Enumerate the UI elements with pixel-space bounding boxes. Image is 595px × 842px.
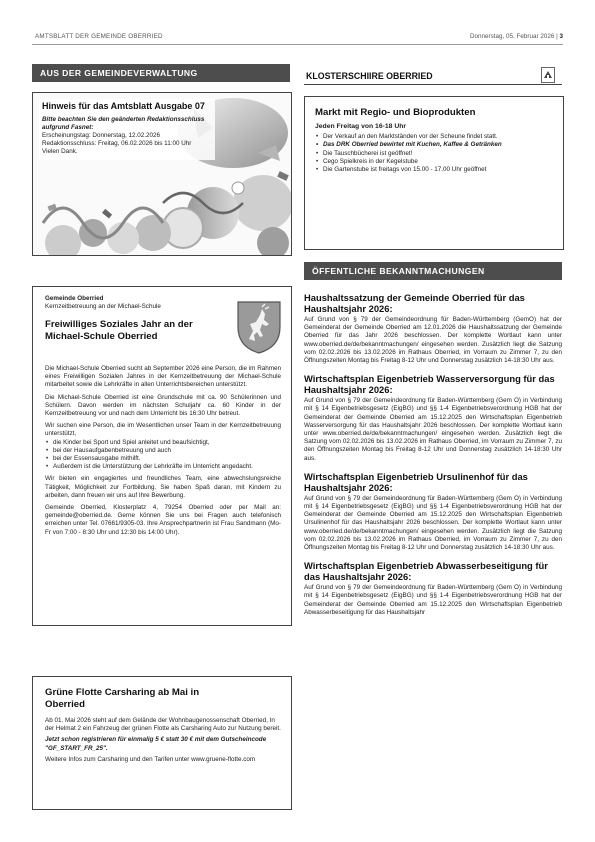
fsj-task-list <box>45 439 281 472</box>
article-title: Wirtschaftsplan Eigenbetrieb Wasserversorgung für das Haushaltsjahr 2026: <box>304 373 555 396</box>
fsj-box <box>32 286 292 626</box>
article-body: Auf Grund von § 79 der Gemeindeordnung für Baden-Württemberg (Gem O) in Verbindung mit § 14 Eigenbetriebsgesetz (EigBG) und §§ 1-4 Eigenbetriebsverordnung HGB hat der Gemeinderat der Gemeinde Oberried am 15.12.2025 den Wirtschaftsplan Eigenbetrieb Abwasserbeseitigung für das Haushaltsjahr <box>304 584 562 616</box>
market-item: • Die Gartenstube ist freitags von 15.00 - 17.00 Uhr geöffnet <box>315 166 555 174</box>
article-body: Auf Grund von § 79 der Gemeindeordnung für Baden-Württemberg (GemO) hat der Gemeinderat der Gemeinde Oberried am 12.01.2026 die Haushaltssatzung der Gemeinde Oberried für das Jahr 2026 beschlossen. Der komplette Wortlaut kann unter www.oberried.de/de/bekanntmachungen/ eingesehen werden. Zusätzlich liegt die Satzung vom 02.02.2026 bis 13.02.2026 im Rathaus Oberried, im Vorraum zu Zimmer 7, zu den Öffnungszeiten Montag bis Freitag 8-12 Uhr und Donnerstag zusätzlich 14-18:30 Uhr aus. <box>304 316 562 365</box>
fsj-task-item: • bei der Hausaufgabenbetreuung und auch <box>45 447 281 455</box>
article-title: Wirtschaftsplan Eigenbetrieb Ursulinenhof für das Haushaltsjahr 2026: <box>304 470 528 493</box>
heading-rule <box>304 84 562 85</box>
market-item: • Das DRK Oberried bewirtet mit Kuchen, Kaffee & Getränken <box>315 141 555 149</box>
klosterschiire-heading: KLOSTERSCHIIRE OBERRIED <box>306 71 433 81</box>
fsj-paragraph-4: Wir bieten ein engagiertes und freundliches Team, eine abwechslungsreiche Tätigkeit, Möglichkeit zur Fortbildung. Sie haben Spaß daran, mit Kindern zu arbeiten, dann freuen wir uns auf Ihre Bewerbung. <box>45 475 281 499</box>
market-item: • Cego Spielkreis in der Kegelstube <box>315 158 555 166</box>
fsj-paragraph-3: Wir suchen eine Person, die im Wesentlichen unser Team in der Kernzeitbetreuung unterstützt, <box>45 422 281 438</box>
fsj-org: Gemeinde Oberried <box>45 295 104 302</box>
carsharing-title: Grüne Flotte Carsharing ab Mai in Oberried <box>45 687 200 710</box>
notice-line-3: Vielen Dank. <box>42 148 78 156</box>
fsj-task-item: • bei der Essensausgabe mithilft. <box>45 455 281 463</box>
market-title: Markt mit Regio- und Bioprodukten <box>315 107 476 118</box>
notice-intro: Bitte beachten Sie den geänderten Redaktionsschluss aufgrund Fasnet: <box>42 115 205 131</box>
carsharing-voucher: Jetzt schon registrieren für einmalig 5 € statt 30 € mit dem Gutscheincode "GF_START_FR_25". <box>45 736 267 752</box>
carsharing-paragraph-1: Ab 01. Mai 2026 steht auf dem Gelände der Wohnbaugenossenschaft Oberried, In der Helmat 2 ein Fahrzeug der grünen Flotte als Carsharing Auto zur Nutzung bereit. <box>45 717 281 733</box>
market-item: • Die Tauschbücherei ist geöffnet! <box>315 150 555 158</box>
fsj-paragraph-1: Die Michael-Schule Oberried sucht ab September 2026 eine Person, die im Rahmen eines Freiwilligen Sozialen Jahres in der Kernzeitbetreuung der Michael-Schule mitarbeitet sowie die Lehrkräfte in allen Unterrichtsbereichen unterstützt. <box>45 365 281 389</box>
announcements-column <box>304 292 562 812</box>
notice-line-1: Erscheinungstag: Donnerstag, 12.02.2026 <box>42 131 160 139</box>
fsj-task-item: • Außerdem ist die Unterstützung der Lehrkräfte im Unterricht angedacht. <box>45 463 281 471</box>
notice-title: Hinweis für das Amtsblatt Ausgabe 07 <box>42 101 205 111</box>
fsj-title: Freiwilliges Soziales Jahr an der Michael-Schule Oberried <box>45 319 193 342</box>
announcement-article <box>304 292 562 365</box>
notice-line-2: Redaktionsschluss: Freitag, 06.02.2026 bis 11:00 Uhr <box>42 140 192 148</box>
date-and-page: Donnerstag, 05. Februar 2026 | 3 <box>469 33 563 40</box>
market-list <box>315 133 555 174</box>
announcement-article <box>304 373 562 463</box>
fsj-task-item: • die Kinder bei Sport und Spiel anleitet und beaufsichtigt, <box>45 439 281 447</box>
section-bar-verwaltung: AUS DER GEMEINDEVERWALTUNG <box>32 64 290 82</box>
article-body: Auf Grund von § 79 der Gemeindeordnung für Baden-Württemberg (Gem O) in Verbindung mit § 14 Eigenbetriebsgesetz (EigBG) und §§ 1-4 Eigenbetriebsverordnung HGB hat der Gemeinderat der Gemeinde Oberried am 15.12.2025 den Wirtschaftsplan Eigenbetrieb Wasserversorgung für das Haushaltsjahr 2026 beschlossen. Der komplette Wortlaut kann unter www.oberried.de/de/bekanntmachungen/ eingesehen werden. Zusätzlich liegt die Satzung vom 02.02.2026 bis 13.02.2026 im Rathaus Oberried, im Vorraum zu Zimmer 7, zu den Öffnungszeiten Montag bis Freitag 8-12 Uhr und Donnerstag zusätzlich 14-18:30 Uhr aus. <box>304 397 562 462</box>
article-body: Auf Grund von § 79 der Gemeindeordnung für Baden-Württemberg (Gem O) in Verbindung mit § 14 Eigenbetriebsgesetz (EigBG) und §§ 1-4 Eigenbetriebsverordnung HGB hat der Gemeinderat der Gemeinde Oberried am 15.12.2025 den Wirtschaftsplan Eigenbetrieb Ursulinenhof für das Haushaltsjahr 2026 beschlossen. Der komplette Wortlaut kann unter www.oberried.de/de/bekanntmachungen/ eingesehen werden. Zusätzlich liegt die Satzung vom 02.02.2026 bis 13.02.2026 im Rathaus Oberried, im Vorraum zu Zimmer 7, zu den Öffnungszeiten Montag bis Freitag 8-12 Uhr und Donnerstag zusätzlich 14-18:30 Uhr aus. <box>304 494 562 552</box>
market-box <box>304 96 564 250</box>
oberried-coat-of-arms-icon <box>235 299 283 355</box>
announcement-article <box>304 471 562 552</box>
market-when: Jeden Freitag von 16-18 Uhr <box>315 123 407 130</box>
article-title: Haushaltssatzung der Gemeinde Oberried für das Haushaltsjahr 2026: <box>304 292 525 314</box>
section-bar-bekanntmachungen: ÖFFENTLICHE BEKANNTMACHUNGEN <box>304 262 562 280</box>
fsj-subtitle: Kernzeitbetreuung an der Michael-Schule <box>45 303 161 311</box>
market-item: • Der Verkauf an den Marktständen vor der Scheune findet statt. <box>315 133 555 141</box>
issue-date: Donnerstag, 05. Februar 2026 <box>469 33 555 40</box>
publication-name: AMTSBLATT DER GEMEINDE OBERRIED <box>35 33 163 40</box>
page-header <box>32 32 563 45</box>
carsharing-info: Weitere Infos zum Carsharing und den Tarifen unter www.gruene-flotte.com <box>45 755 256 763</box>
announcement-article <box>304 560 562 617</box>
fsj-paragraph-5: Gemeinde Oberried, Klosterplatz 4, 79254 Oberried oder per Mail an: gemeinde@oberried.de. Gerne können Sie uns bei Fragen auch telefonisch erreichen unter Tel. 07661/9305-03. Ihre Ansprechpartnerin ist Frau Sandmann (Mo-Fr von 7:00 - 8:30 Uhr und 12:30 bis 14:00 Uhr). <box>45 504 281 536</box>
carsharing-box <box>32 676 292 810</box>
article-title: Wirtschaftsplan Eigenbetrieb Abwasserbeseitigung für das Haushaltsjahr 2026: <box>304 560 548 583</box>
page-number: 3 <box>559 33 563 40</box>
fsj-paragraph-2: Die Michael-Schule Oberried ist eine Grundschule mit ca. 90 Schülerinnen und Schülern. Davon werden im nächsten Schuljahr ca. 60 Kinder in der Kernzeitbetreuung vor und nach dem Unterricht bis 16:30 Uhr betreut. <box>45 393 281 418</box>
notice-box <box>32 92 292 256</box>
klosterschiire-logo-icon <box>541 67 555 83</box>
